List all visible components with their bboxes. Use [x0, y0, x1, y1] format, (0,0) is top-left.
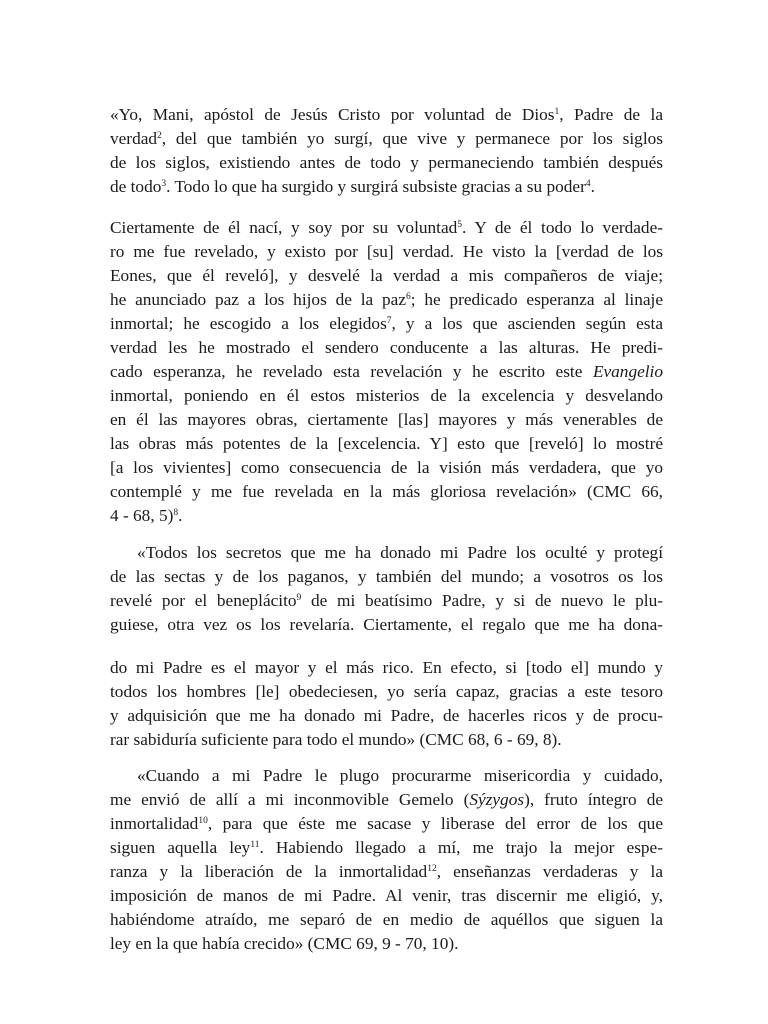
text-segment: inmortalidad: [110, 814, 199, 833]
text-segment: rar sabiduría suficiente para todo el mundo» (CMC 68, 6 - 69, 8).: [110, 730, 562, 749]
paragraph-1-line-3: [110, 151, 663, 175]
paragraph-2-line-7: [110, 360, 663, 384]
paragraph-3-line-4: [110, 613, 663, 637]
paragraph-1-line-2: [110, 127, 663, 151]
text-segment: las obras más potentes de la [excelencia. Y] esto que [reveló] lo mostré: [110, 434, 663, 453]
text-segment: .: [178, 506, 183, 525]
footnote-ref: 9: [296, 593, 302, 603]
text-segment: me envió de allí a mi inconmovible Gemelo (: [110, 790, 470, 809]
paragraph-1-line-4: [110, 175, 663, 199]
text-segment: , y a los que ascienden según esta: [391, 314, 663, 333]
text-segment: todos los hombres [le] obedeciesen, yo sería capaz, gracias a este tesoro: [110, 682, 663, 701]
paragraph-5-line-4: [110, 836, 663, 860]
text-segment: ranza y la liberación de la inmortalidad: [110, 862, 428, 881]
paragraph-2-line-2: [110, 240, 663, 264]
text-segment: guiese, otra vez os los revelaría. Ciertamente, el regalo que me ha dona-: [110, 615, 663, 634]
text-segment: Ciertamente de él nací, y soy por su voluntad: [110, 218, 458, 237]
text-segment: . Habiendo llegado a mí, me trajo la mejor espe-: [259, 838, 663, 857]
paragraph-4-line-1: [110, 656, 663, 680]
text-segment: de los siglos, existiendo antes de todo y permaneciendo también después: [110, 153, 663, 172]
footnote-ref: 12: [427, 864, 437, 874]
text-segment: ley en la que había crecido» (CMC 69, 9 - 70, 10).: [110, 934, 459, 953]
footnote-ref: 11: [250, 840, 260, 850]
paragraph-2-line-5: [110, 312, 663, 336]
paragraph-4-line-4: [110, 728, 663, 752]
paragraph-2-line-4: [110, 288, 663, 312]
paragraph-4-line-3: [110, 704, 663, 728]
text-segment: habiéndome atraído, me separó de en medio de aquéllos que siguen la: [110, 910, 663, 929]
italic-term: Sýzygos: [469, 790, 525, 809]
text-segment: , Padre de la: [559, 105, 664, 124]
paragraph-2-line-9: [110, 408, 663, 432]
paragraph-2-line-13: [110, 504, 663, 528]
paragraph-5-line-7: [110, 908, 663, 932]
text-segment: contemplé y me fue revelada en la más gloriosa revelación» (CMC 66,: [110, 482, 663, 501]
text-segment: de todo: [110, 177, 162, 196]
text-segment: de mi beatísimo Padre, y si de nuevo le plu-: [301, 591, 663, 610]
text-segment: Eones, que él reveló], y desvelé la verdad a mis compañeros de viaje;: [110, 266, 663, 285]
text-segment: inmortal, poniendo en él estos misterios de la excelencia y desvelando: [110, 386, 663, 405]
text-segment: verdad: [110, 129, 158, 148]
text-segment: en él las mayores obras, ciertamente [las] mayores y más venerables de: [110, 410, 663, 429]
paragraph-1-line-1: [110, 103, 663, 127]
text-segment: [a los vivientes] como consecuencia de la visión más verdadera, que yo: [110, 458, 663, 477]
footnote-ref: 8: [173, 508, 179, 518]
text-segment: . Y de él todo lo verdade-: [462, 218, 663, 237]
text-segment: cado esperanza, he revelado esta revelación y he escrito este: [110, 362, 593, 381]
paragraph-2-line-1: [110, 216, 663, 240]
paragraph-3-line-3: [110, 589, 663, 613]
paragraph-3-line-1: [137, 541, 663, 565]
footnote-ref: 5: [457, 220, 463, 230]
paragraph-3-line-2: [110, 565, 663, 589]
text-segment: verdad les he mostrado el sendero conducente a las alturas. He predi-: [110, 338, 663, 357]
footnote-ref: 7: [386, 316, 392, 326]
text-segment: he anunciado paz a los hijos de la paz: [110, 290, 406, 309]
italic-term: Evangelio: [592, 362, 663, 381]
text-segment: .: [590, 177, 595, 196]
paragraph-4-line-2: [110, 680, 663, 704]
text-segment: ; he predicado esperanza al linaje: [410, 290, 663, 309]
paragraph-2-line-10: [110, 432, 663, 456]
footnote-ref: 4: [585, 179, 591, 189]
footnote-ref: 6: [405, 292, 411, 302]
paragraph-2-line-6: [110, 336, 663, 360]
text-segment: . Todo lo que ha surgido y surgirá subsiste gracias a su poder: [166, 177, 586, 196]
text-segment: «Yo, Mani, apóstol de Jesús Cristo por voluntad de Dios: [110, 105, 555, 124]
paragraph-5-line-3: [110, 812, 663, 836]
text-segment: inmortal; he escogido a los elegidos: [110, 314, 387, 333]
paragraph-5-line-2: [110, 788, 663, 812]
footnote-ref: 2: [157, 131, 162, 141]
text-segment: siguen aquella ley: [110, 838, 251, 857]
text-segment: ), fruto íntegro de: [524, 790, 664, 809]
paragraph-5-line-6: [110, 884, 663, 908]
text-segment: 4 - 68, 5): [110, 506, 174, 525]
paragraph-2-line-8: [110, 384, 663, 408]
text-segment: revelé por el beneplácito: [110, 591, 297, 610]
paragraph-2-line-12: [110, 480, 663, 504]
text-segment: , del que también yo surgí, que vive y permanece por los siglos: [161, 129, 663, 148]
paragraph-2-line-3: [110, 264, 663, 288]
paragraph-2-line-11: [110, 456, 663, 480]
footnote-ref: 1: [554, 107, 560, 117]
paragraph-5-line-5: [110, 860, 663, 884]
footnote-ref: 3: [161, 179, 167, 189]
text-segment: , para que éste me sacase y liberase del error de los que: [207, 814, 663, 833]
text-segment: «Todos los secretos que me ha donado mi Padre los oculté y protegí: [137, 543, 663, 562]
text-segment: de las sectas y de los paganos, y también del mundo; a vosotros os los: [110, 567, 663, 586]
text-segment: , enseñanzas verdaderas y la: [436, 862, 663, 881]
text-segment: do mi Padre es el mayor y el más rico. En efecto, si [todo el] mundo y: [110, 658, 663, 677]
footnote-ref: 10: [198, 816, 208, 826]
paragraph-5-line-1: [137, 764, 663, 788]
text-segment: «Cuando a mi Padre le plugo procurarme misericordia y cuidado,: [137, 766, 663, 785]
text-segment: y adquisición que me ha donado mi Padre, de hacerles ricos y de procu-: [110, 706, 663, 725]
text-segment: ro me fue revelado, y existo por [su] verdad. He visto la [verdad de los: [110, 242, 663, 261]
paragraph-5-line-8: [110, 932, 663, 956]
text-segment: imposición de manos de mi Padre. Al venir, tras discernir me eligió, y,: [110, 886, 663, 905]
